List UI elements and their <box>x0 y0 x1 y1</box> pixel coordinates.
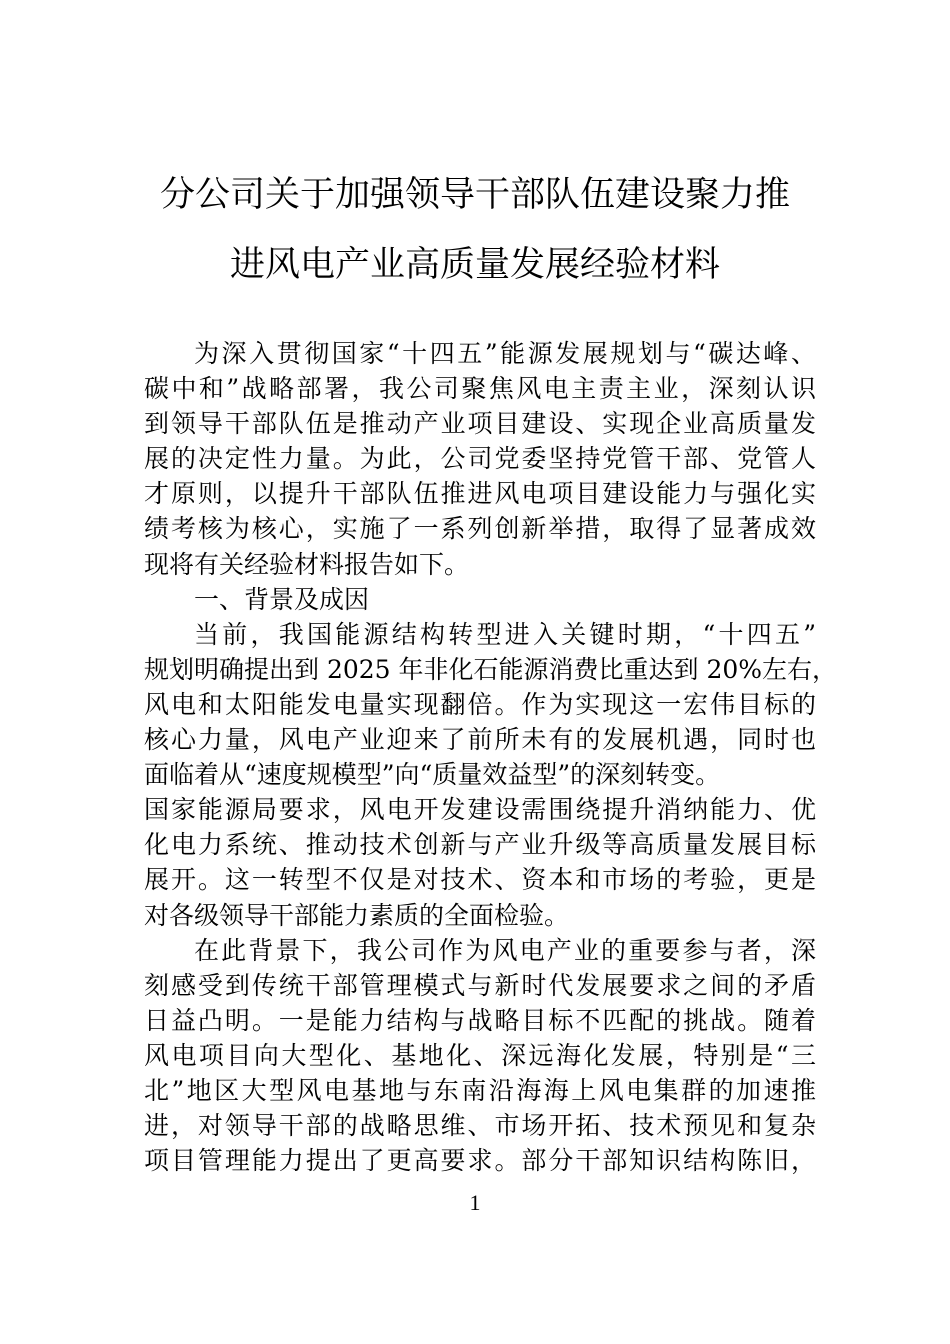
paragraph-line: 北”地区大型风电基地与东南沿海海上风电集群的加速推 <box>144 1075 816 1105</box>
paragraph-line: 为深入贯彻国家“十四五”能源发展规划与“碳达峰、 <box>194 339 816 368</box>
paragraph-line: 风电和太阳能发电量实现翻倍。作为实现这一宏伟目标的 <box>144 689 816 719</box>
paragraph-line: 才原则，以提升干部队伍推进风电项目建设能力与强化实 <box>144 479 816 509</box>
paragraph-line: 进，对领导干部的战略思维、市场开拓、技术预见和复杂 <box>144 1111 816 1141</box>
paragraph-line: 日益凸明。一是能力结构与战略目标不匹配的挑战。随着 <box>144 1005 816 1035</box>
paragraph-line: 当前，我国能源结构转型进入关键时期，“十四五” <box>194 619 816 649</box>
paragraph-line: 项目管理能力提出了更高要求。部分干部知识结构陈旧， <box>144 1146 816 1176</box>
paragraph-line: 规划明确提出到 2025 年非化石能源消费比重达到 20%左右， <box>144 654 838 684</box>
document-body <box>144 336 838 1178</box>
document-title-line-2: 进风电产业高质量发展经验材料 <box>229 245 720 285</box>
section-heading: 一、背景及成因 <box>194 584 370 614</box>
paragraph-line: 到领导干部队伍是推动产业项目建设、实现企业高质量发 <box>144 409 816 439</box>
paragraph-line: 核心力量，风电产业迎来了前所未有的发展机遇，同时也 <box>144 725 816 755</box>
paragraph-line: 展的决定性力量。为此，公司党委坚持党管干部、党管人 <box>144 444 816 474</box>
paragraph-line: 现将有关经验材料报告如下。 <box>144 549 470 579</box>
paragraph-line: 面临着从“速度规模型”向“质量效益型”的深刻转变。 <box>144 760 721 790</box>
page-number: 1 <box>469 1190 481 1215</box>
document-title-line-1: 分公司关于加强领导干部队伍建设聚力推 <box>159 175 790 215</box>
paragraph-line: 对各级领导干部能力素质的全面检验。 <box>144 900 570 930</box>
paragraph-line: 国家能源局要求，风电开发建设需围绕提升消纳能力、优 <box>144 795 816 825</box>
paragraph-line: 化电力系统、推动技术创新与产业升级等高质量发展目标 <box>144 830 816 860</box>
paragraph-line: 刻感受到传统干部管理模式与新时代发展要求之间的矛盾 <box>144 970 816 1000</box>
paragraph-line: 绩考核为核心，实施了一系列创新举措，取得了显著成效 <box>144 514 816 544</box>
paragraph-line: 风电项目向大型化、基地化、深远海化发展，特别是“三 <box>144 1040 816 1070</box>
paragraph-line: 展开。这一转型不仅是对技术、资本和市场的考验，更是 <box>144 865 816 895</box>
paragraph-line: 在此背景下，我公司作为风电产业的重要参与者，深 <box>194 935 816 965</box>
paragraph-line: 碳中和”战略部署，我公司聚焦风电主责主业，深刻认识 <box>144 374 816 404</box>
